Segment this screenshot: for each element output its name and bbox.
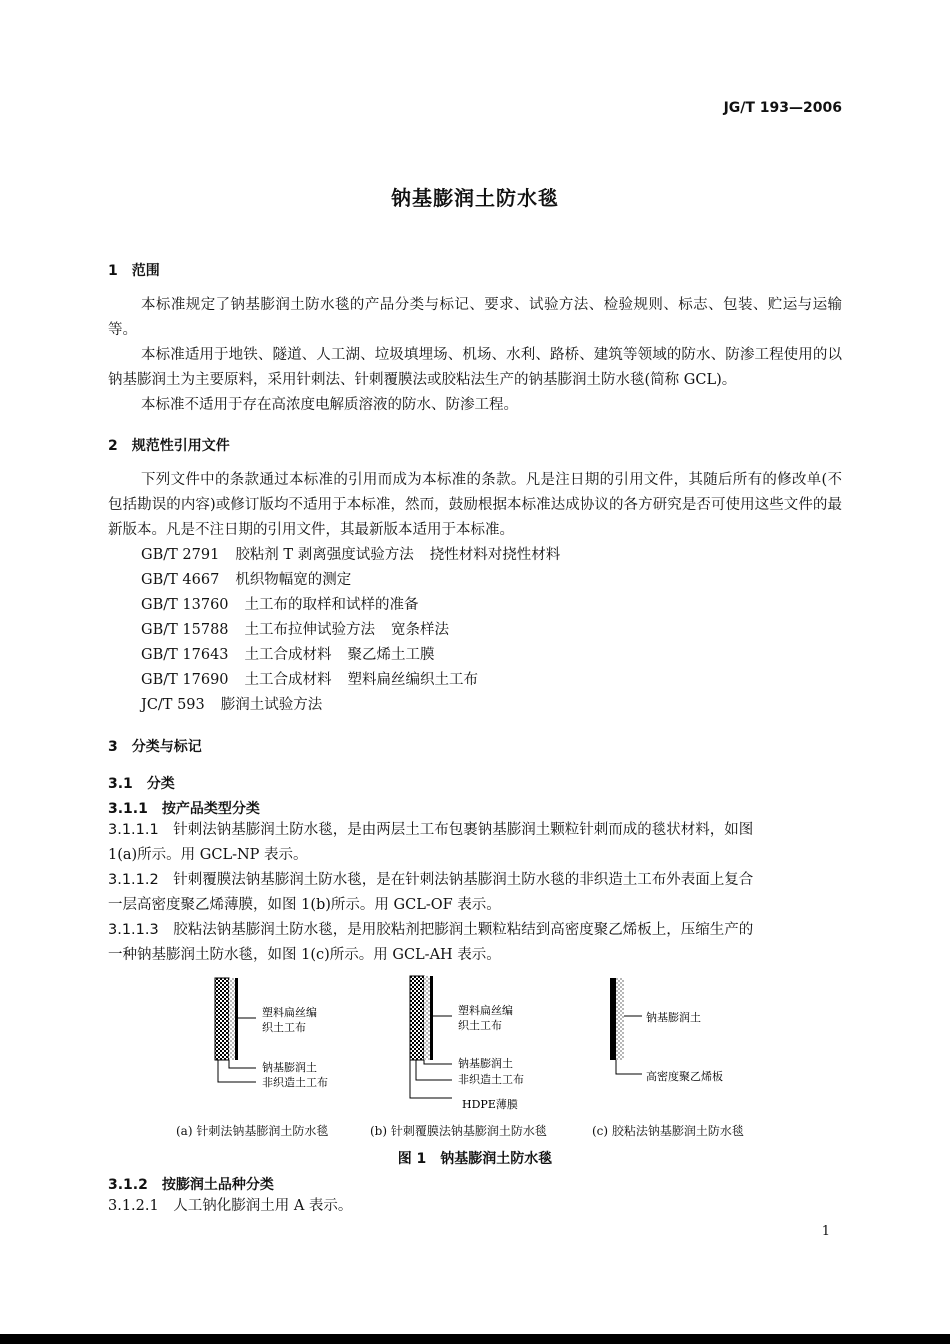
- figure-1a-caption: (a) 针刺法钠基膨润土防水毯: [176, 1124, 329, 1138]
- clause-3-1-1-1-cont: 1(a)所示。用 GCL-NP 表示。: [108, 847, 308, 863]
- clause-3-1-1-1: 3.1.1.1 针刺法钠基膨润土防水毯，是由两层土工布包裹钠基膨润土颗粒针刺而成的毯状材料，如图: [108, 822, 754, 838]
- figure-1b-woven-label: 塑料扁丝编: [458, 1004, 513, 1017]
- clause-3-1-2-heading: 3.1.2 按膨润土品种分类: [108, 1177, 274, 1193]
- section-2-heading: 2 规范性引用文件: [108, 438, 230, 454]
- figure-1a-woven-label-2: 织土工布: [262, 1021, 306, 1034]
- clause-3-1-1-heading: 3.1.1 按产品类型分类: [108, 801, 260, 817]
- reference-item: GB/T 4667 机织物幅宽的测定: [141, 572, 352, 588]
- section-2-paragraph-1: 下列文件中的条款通过本标准的引用而成为本标准的条款。凡是注日期的引用文件，其随后所有的修改单(不包括勘误的内容)或修订版均不适用于本标准，然而，鼓励根据本标准达成协议的各方研究是否可使用这些文件的最新版本。凡是不注日期的引用文件，其最新版本适用于本标准。: [108, 472, 842, 538]
- figure-1c-diagram: [610, 978, 723, 1083]
- clause-3-1-2-1: 3.1.2.1 人工钠化膨润土用 A 表示。: [108, 1198, 353, 1214]
- reference-item: JC/T 593 膨润土试验方法: [141, 697, 323, 713]
- figure-1-diagram: [0, 970, 950, 1142]
- figure-1a-woven-label: 塑料扁丝编: [262, 1006, 317, 1019]
- figure-1a-nonwoven-label: 非织造土工布: [262, 1076, 328, 1089]
- figure-1b-nonwoven-label: 非织造土工布: [458, 1073, 524, 1086]
- figure-1b-hdpe-label: HDPE薄膜: [462, 1098, 518, 1111]
- clause-3-1-1-2-cont: 一层高密度聚乙烯薄膜，如图 1(b)所示。用 GCL-OF 表示。: [108, 897, 501, 913]
- reference-item: GB/T 17643 土工合成材料 聚乙烯土工膜: [141, 647, 435, 663]
- document-title: 钠基膨润土防水毯: [391, 186, 559, 210]
- figure-1-title: 图 1 钠基膨润土防水毯: [397, 1151, 553, 1167]
- reference-item: GB/T 2791 胶粘剂 T 剥离强度试验方法 挠性材料对挠性材料: [141, 547, 561, 563]
- figure-1a-diagram: [215, 978, 328, 1089]
- page-bottom-edge: [0, 1334, 950, 1344]
- section-1-paragraph-1: 本标准规定了钠基膨润土防水毯的产品分类与标记、要求、试验方法、检验规则、标志、包装、贮运与运输等。: [108, 297, 842, 338]
- reference-item: GB/T 15788 土工布拉伸试验方法 宽条样法: [141, 622, 450, 638]
- figure-1c-hdpe-board-label: 高密度聚乙烯板: [646, 1070, 723, 1083]
- clause-3-1-1-3: 3.1.1.3 胶粘法钠基膨润土防水毯，是用胶粘剂把膨润土颗粒粘结到高密度聚乙烯板上，压缩生产的: [108, 922, 754, 938]
- figure-1a-bentonite-label: 钠基膨润土: [262, 1061, 317, 1074]
- reference-item: GB/T 13760 土工布的取样和试样的准备: [141, 597, 419, 613]
- page-number: 1: [821, 1224, 830, 1239]
- figure-1c-bentonite-label: 钠基膨润土: [646, 1011, 701, 1024]
- section-1-paragraph-2: 本标准适用于地铁、隧道、人工湖、垃圾填埋场、机场、水利、路桥、建筑等领域的防水、防渗工程使用的以钠基膨润土为主要原料，采用针刺法、针刺覆膜法或胶粘法生产的钠基膨润土防水毯(简称 GCL)。: [108, 347, 842, 388]
- section-1-heading: 1 范围: [108, 263, 160, 279]
- figure-1b-diagram: [410, 976, 524, 1111]
- clause-3-1-1-3-cont: 一种钠基膨润土防水毯，如图 1(c)所示。用 GCL-AH 表示。: [108, 947, 501, 963]
- figure-1b-caption: (b) 针刺覆膜法钠基膨润土防水毯: [370, 1124, 547, 1138]
- figure-1b-woven-label-2: 织土工布: [458, 1019, 502, 1032]
- clause-3-1-1-2: 3.1.1.2 针刺覆膜法钠基膨润土防水毯，是在针刺法钠基膨润土防水毯的非织造土工布外表面上复合: [108, 872, 754, 888]
- standard-code: JG/T 193—2006: [723, 100, 842, 116]
- section-3-heading: 3 分类与标记: [108, 739, 202, 755]
- figure-1b-bentonite-label: 钠基膨润土: [458, 1057, 513, 1070]
- clause-3-1-heading: 3.1 分类: [108, 776, 175, 792]
- section-1-paragraph-3: 本标准不适用于存在高浓度电解质溶液的防水、防渗工程。: [141, 397, 518, 413]
- reference-item: GB/T 17690 土工合成材料 塑料扁丝编织土工布: [141, 672, 479, 688]
- figure-1c-caption: (c) 胶粘法钠基膨润土防水毯: [592, 1124, 744, 1138]
